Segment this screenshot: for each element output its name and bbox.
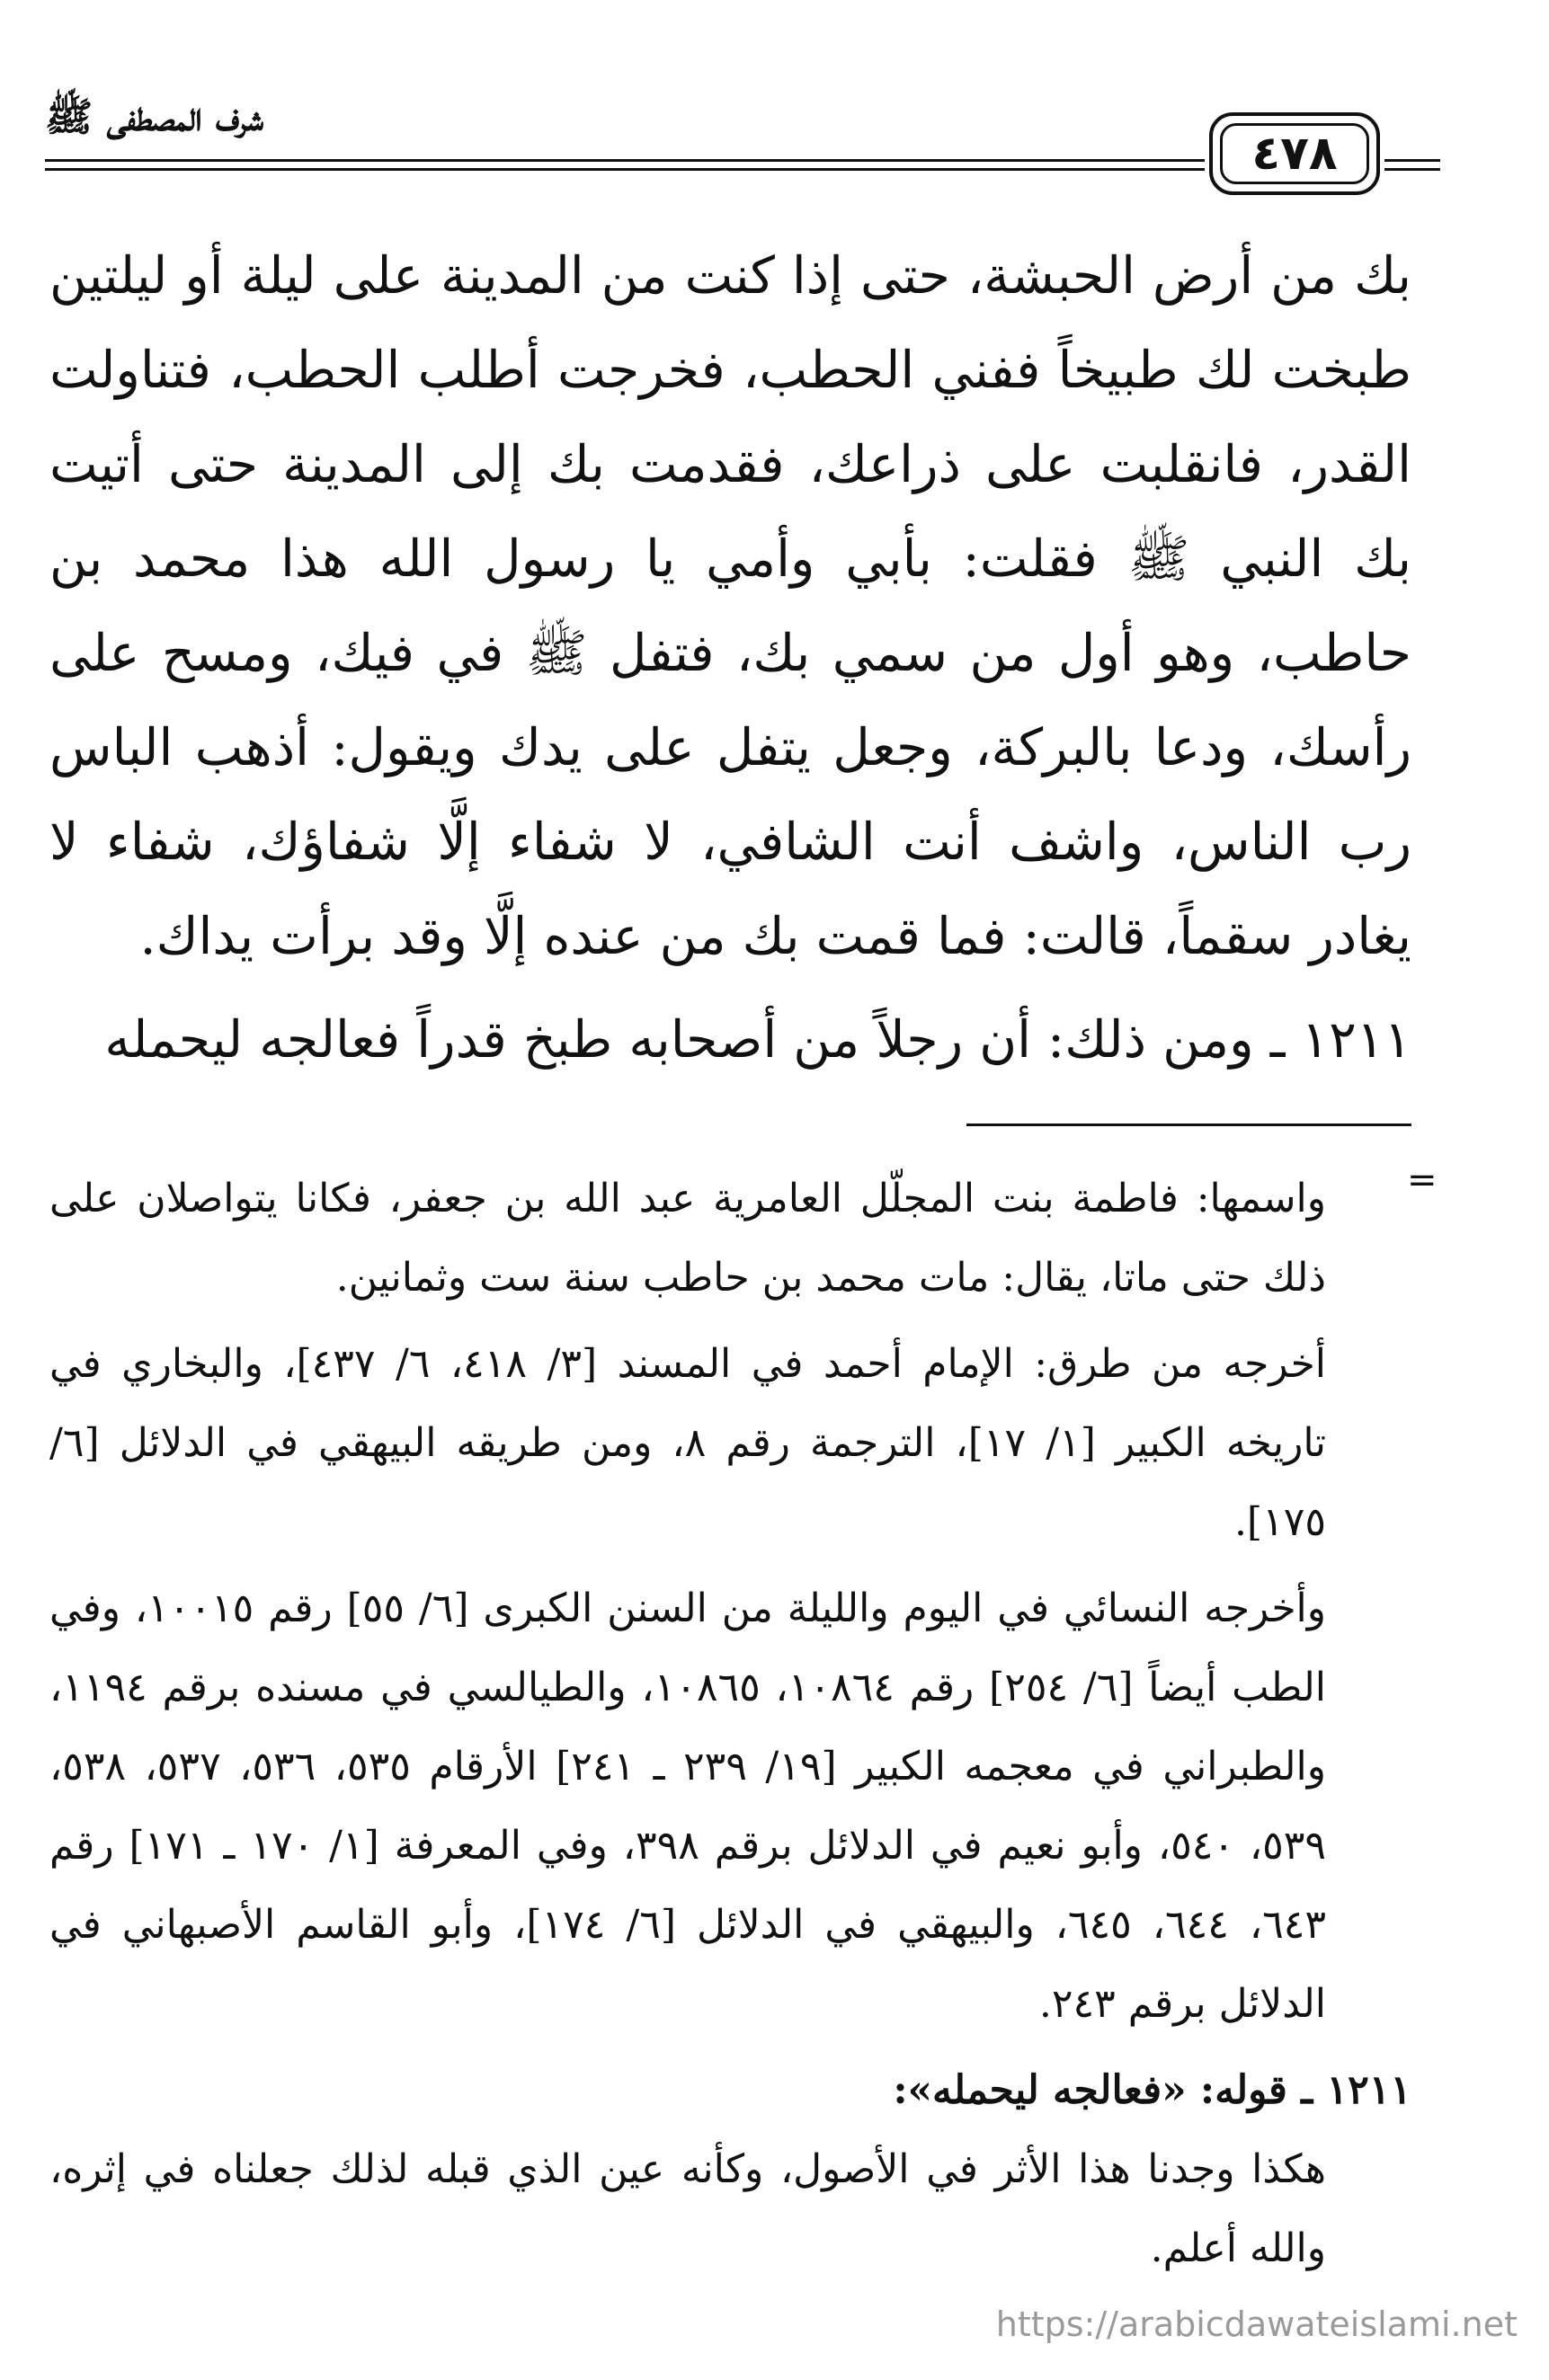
main-paragraph: بك من أرض الحبشة، حتى إذا كنت من المدينة على ليلة أو ليلتين طبخت لك طبيخاً ففني الحطب، فخرجت أطلب الحطب، فتناولت القدر، فانقلبت على ذراعك، فقدمت بك إلى المدينة حتى أتيت بك النبي ﷺ فقلت: بأبي وأمي يا رسول الله هذا محمد بن حاطب، وهو أول من سمي بك، فتفل ﷺ في فيك، ومسح على رأسك، ودعا بالبركة، وجعل يتفل على يدك ويقول: أذهب الباس رب الناس، واشف أنت الشافي، لا شفاء إلَّا شفاؤك، شفاء لا يغادر سقماً، قالت: فما قمت بك من عنده إلَّا وقد برأت يداك. <box>49 246 1411 966</box>
footnote-paragraph: هكذا وجدنا هذا الأثر في الأصول، وكأنه عين الذي قبله لذلك جعلناه في إثره، والله أعلم. <box>49 2146 1327 2271</box>
main-text <box>49 229 1411 1088</box>
watermark: https://arabicdawateislami.net <box>995 2305 1518 2344</box>
header-rule <box>45 168 1205 171</box>
footnote-divider <box>966 1123 1411 1126</box>
page-number-frame <box>1209 112 1380 195</box>
footnote-heading: ١٢١١ ـ قوله: «فعالجه ليحمله»: <box>893 2067 1411 2113</box>
footnotes <box>49 1159 1411 2288</box>
header-rule <box>45 159 1205 162</box>
header-rule <box>1384 159 1440 162</box>
main-paragraph: ١٢١١ ـ ومن ذلك: أن رجلاً من أصحابه طبخ قدراً فعالجه ليحمله <box>104 1010 1411 1070</box>
header-rule <box>1384 168 1440 171</box>
footnote-paragraph: وأخرجه النسائي في اليوم والليلة من السنن الكبرى [٦/ ٥٥] رقم ١٠٠١٥، وفي الطب أيضاً [٦/ ٢٥٤] رقم ١٠٨٦٤، ١٠٨٦٥، والطيالسي في مسنده برقم ١١٩٤، والطبراني في معجمه الكبير [١٩/ ٢٣٩ ـ ٢٤١] الأرقام ٥٣٥، ٥٣٦، ٥٣٧، ٥٣٨، ٥٣٩، ٥٤٠، وأبو نعيم في الدلائل برقم ٣٩٨، وفي المعرفة [١/ ١٧٠ ـ ١٧١] رقم ٦٤٣، ٦٤٤، ٦٤٥، والبيهقي في الدلائل [٦/ ١٧٤]، وأبو القاسم الأصبهاني في الدلائل برقم ٢٤٣. <box>49 1585 1327 2027</box>
page-number: ٤٧٨ <box>1220 123 1369 184</box>
page-header <box>36 85 1438 193</box>
continuation-mark: = <box>1407 1159 1438 1201</box>
footnote-paragraph: واسمها: فاطمة بنت المجلّل العامرية عبد الله بن جعفر، فكانا يتواصلان على ذلك حتى ماتا، يقال: مات محمد بن حاطب سنة ست وثمانين. <box>49 1176 1326 1301</box>
running-title: شرف المصطفى ﷺ <box>45 94 264 140</box>
footnote-paragraph: أخرجه من طرق: الإمام أحمد في المسند [٣/ ٤١٨، ٦/ ٤٣٧]، والبخاري في تاريخه الكبير [١/ ١٧]، الترجمة رقم ٨، ومن طريقه البيهقي في الدلائل [٦/ ١٧٥]. <box>49 1341 1327 1545</box>
